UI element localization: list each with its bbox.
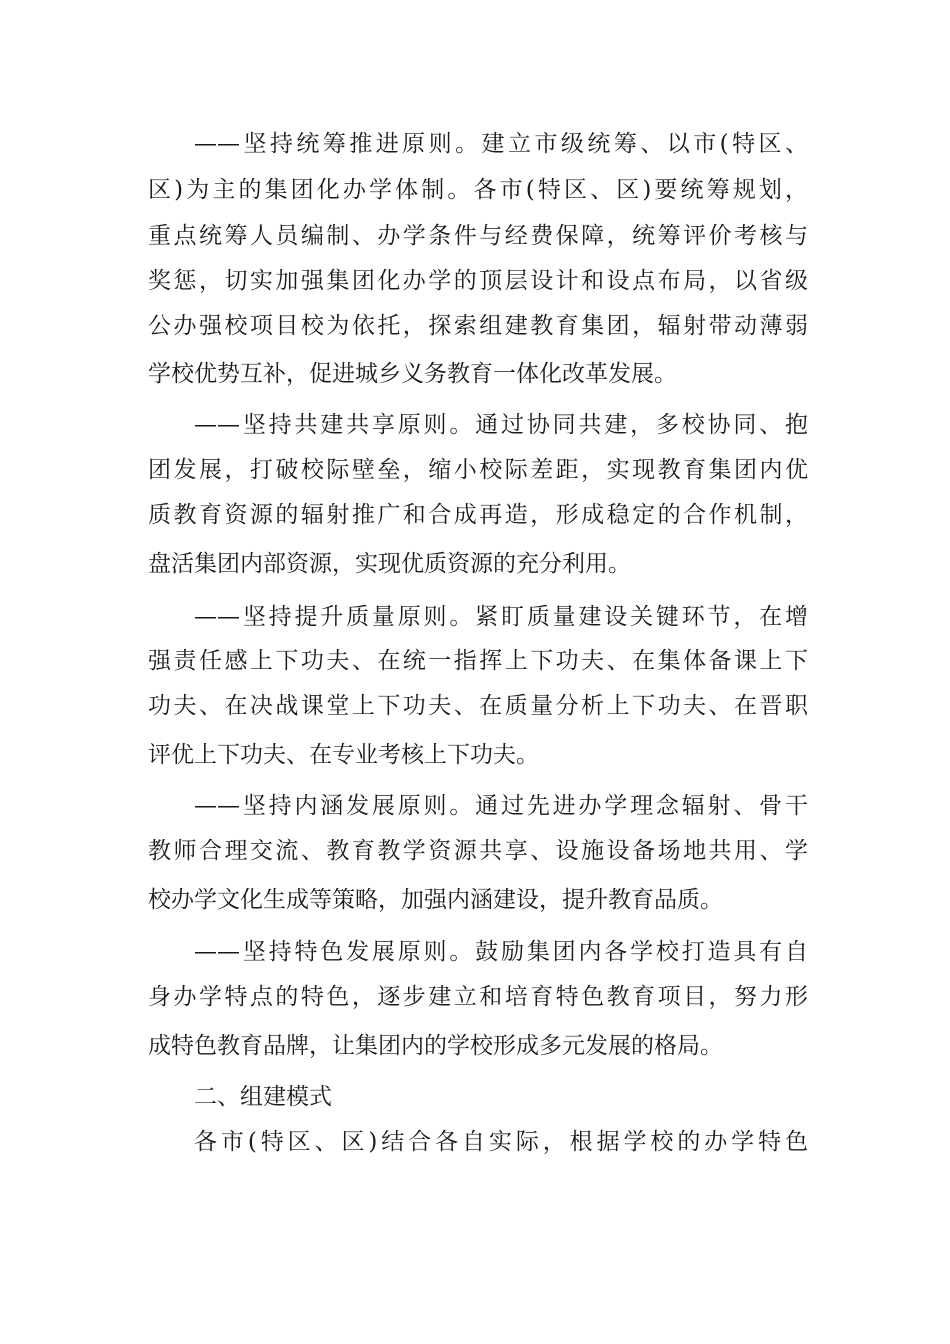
paragraph-line: 学校优势互补，促进城乡义务教育一体化改革发展。 <box>148 361 677 387</box>
paragraph-line: 成特色教育品牌，让集团内的学校形成多元发展的格局。 <box>148 1033 723 1059</box>
paragraph-line: 功夫、在决战课堂上下功夫、在质量分析上下功夫、在晋职 <box>148 693 808 719</box>
paragraph-line: 公办强校项目校为依托，探索组建教育集团，辐射带动薄弱 <box>148 313 808 339</box>
paragraph-line: 质教育资源的辐射推广和合成再造，形成稳定的合作机制， <box>148 502 808 528</box>
paragraph-line: 奖惩，切实加强集团化办学的顶层设计和设点布局，以省级 <box>148 268 808 294</box>
paragraph-line: ——坚持内涵发展原则。通过先进办学理念辐射、骨干 <box>194 793 808 819</box>
paragraph-line: 强责任感上下功夫、在统一指挥上下功夫、在集体备课上下 <box>148 648 808 674</box>
paragraph-line: 重点统筹人员编制、办学条件与经费保障，统筹评价考核与 <box>148 223 808 249</box>
paragraph-line: 教师合理交流、教育教学资源共享、设施设备场地共用、学 <box>148 838 808 864</box>
paragraph-line: 各市(特区、区)结合各自实际，根据学校的办学特色 <box>194 1129 808 1155</box>
paragraph-line: ——坚持特色发展原则。鼓励集团内各学校打造具有自 <box>194 939 808 965</box>
paragraph-line: ——坚持统筹推进原则。建立市级统筹、以市(特区、 <box>194 131 808 157</box>
paragraph-line: 身办学特点的特色，逐步建立和培育特色教育项目，努力形 <box>148 984 808 1010</box>
paragraph-line: ——坚持共建共享原则。通过协同共建，多校协同、抱 <box>194 412 808 438</box>
section-heading: 二、组建模式 <box>194 1084 332 1110</box>
paragraph-line: 团发展，打破校际壁垒，缩小校际差距，实现教育集团内优 <box>148 457 808 483</box>
paragraph-line: 区)为主的集团化办学体制。各市(特区、区)要统筹规划， <box>148 177 808 203</box>
paragraph-line: 评优上下功夫、在专业考核上下功夫。 <box>148 742 539 768</box>
paragraph-line: ——坚持提升质量原则。紧盯质量建设关键环节，在增 <box>194 604 808 630</box>
paragraph-line: 校办学文化生成等策略，加强内涵建设，提升教育品质。 <box>148 887 723 913</box>
paragraph-line: 盘活集团内部资源，实现优质资源的充分利用。 <box>148 551 631 577</box>
